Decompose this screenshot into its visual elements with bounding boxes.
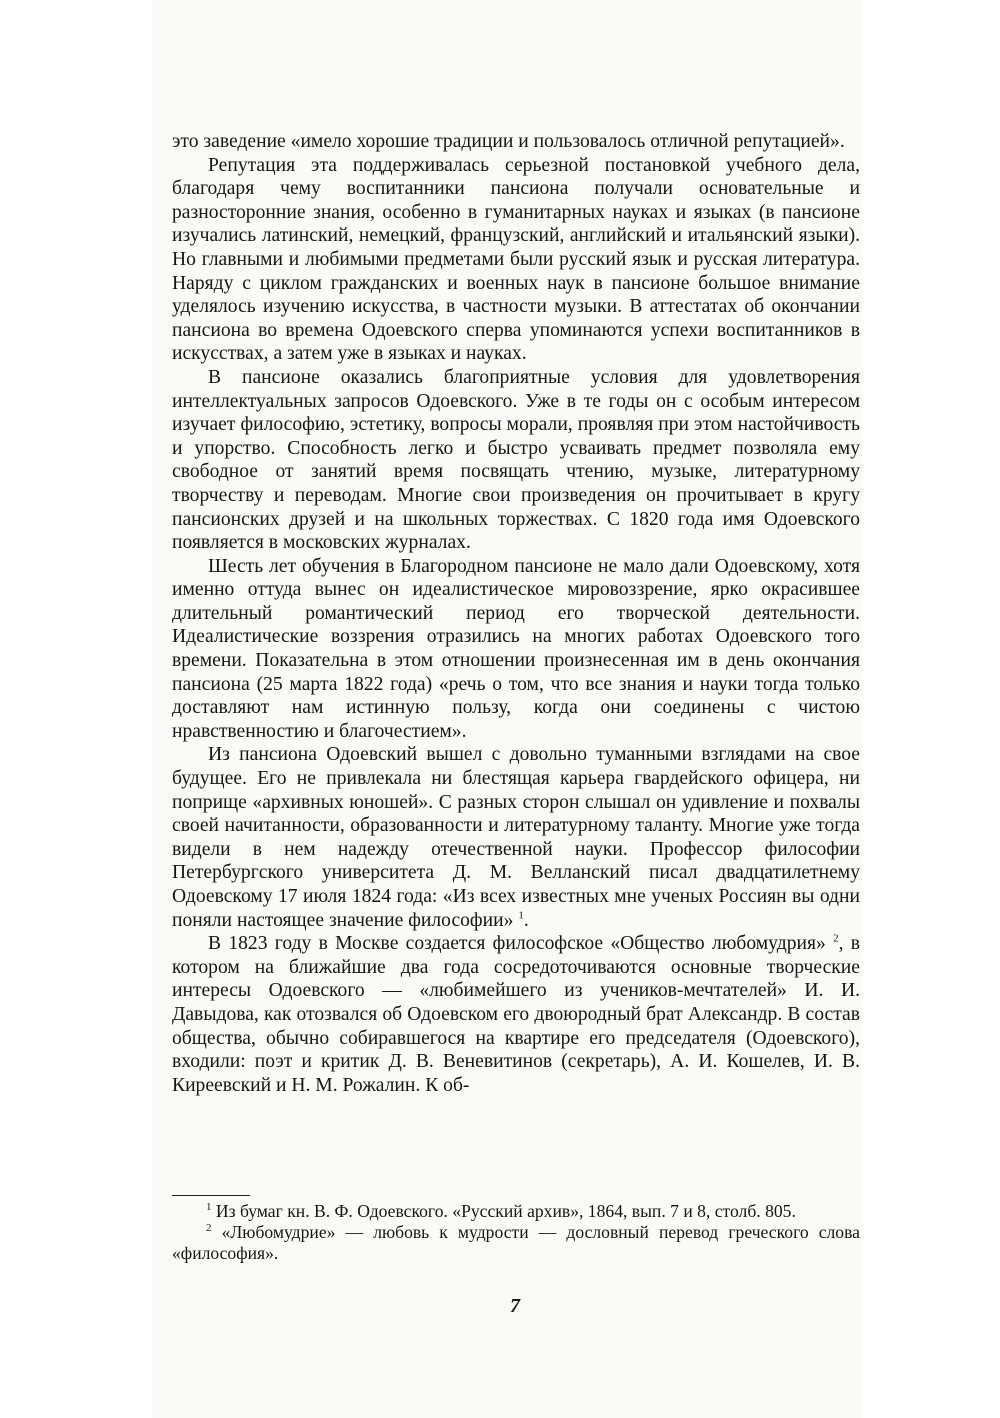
footnote-divider — [172, 1195, 250, 1196]
paragraph-6 — [172, 932, 860, 1097]
paragraph-5-text: Из пансиона Одоевский вышел с довольно туманными взглядами на свое будущее. Его не привлекала ни блестящая карьера гвардейского офицера, ни поприще «архивных юношей». С разных сторон слышал он удивление и похвалы своей начитанности, образованности и литературному таланту. Многие уже тогда видели в нем надежду отечественной науки. Профессор философии Петербургского университета Д. М. Велланский писал двадцатилетнему Одоевскому 17 июля 1824 года: «Из всех известных мне ученых Россиян вы одни поняли настоящее значение философии» — [172, 744, 860, 931]
footnote-ref-1: 1 — [518, 909, 524, 922]
paragraph-5: Из пансиона Одоевский вышел с довольно туманными взглядами на свое будущее. Его не привлекала ни блестящая карьера гвардейского офицера, ни поприще «архивных юношей». С разных сторон слышал он удивление и похвалы своей начитанности, образованности и литературному таланту. Многие уже тогда видели в нем надежду отечественной науки. Профессор философии Петербургского университета Д. М. Велланский писал двадцатилетнему Одоевскому 17 июля 1824 года: «Из всех известных мне ученых Россиян вы одни поняли настоящее значение философии» $^1$. — [172, 744, 860, 931]
page-number: 7 — [510, 1295, 520, 1317]
paragraph-6-text-b: , в котором на ближайшие два года сосредоточиваются основные творческие интересы Одоевского — «любимейшего из учеников-мечтателей» И. И. Давыдова, как отозвался об Одоевском его двоюродный брат Александр. В состав общества, обычно собиравшегося на квартире его председателя (Одоевского), входили: поэт и критик Д. В. Веневитинов (секретарь), А. И. Кошелев, И. В. Киреевский и Н. М. Рожалин. К об- — [172, 933, 860, 1096]
paragraph-6-text-a: В 1823 году в Москве создается философское «Общество любомудрия» — [208, 933, 826, 955]
body-text — [172, 130, 860, 1097]
footnote-2-mark: 2 — [206, 1222, 212, 1235]
footnote-2 — [172, 1222, 860, 1264]
paragraph-1: это заведение «имело хорошие традиции и пользовалось отличной репутацией». — [172, 131, 845, 152]
footnote-2-text: «Любомудрие» — любовь к мудрости — дословный перевод греческого слова «философия». — [172, 1222, 860, 1263]
footnote-ref-2: 2 — [833, 932, 839, 945]
footnotes — [172, 1201, 860, 1264]
paragraph-3: В пансионе оказались благоприятные условия для удовлетворения интеллектуальных запросов Одоевского. Уже в те годы он с особым интересом изучает философию, эстетику, вопросы морали, проявляя при этом настойчивость и упорство. Способность легко и быстро усваивать предмет позволяла ему свободное от занятий время посвящать чтению, музыке, литературному творчеству и переводам. Многие свои произведения он прочитывает в кругу пансионских друзей и на школьных торжествах. С 1820 года имя Одоевского появляется в московских журналах. — [172, 366, 860, 554]
footnote-1-text: Из бумаг кн. В. Ф. Одоевского. «Русский архив», 1864, вып. 7 и 8, столб. 805. — [211, 1201, 796, 1221]
footnote-1-mark: 1 — [206, 1201, 212, 1214]
footnote-1 — [172, 1201, 860, 1222]
paragraph-2: Репутация эта поддерживалась серьезной постановкой учебного дела, благодаря чему воспитанники пансиона получали основательные и разносторонние знания, особенно в гуманитарных науках и языках (в пансионе изучались латинский, немецкий, французский, английский и итальянский языки). Но главными и любимыми предметами были русский язык и русская литература. Наряду с циклом гражданских и военных наук в пансионе большое внимание уделялось изучению искусства, в частности музыки. В аттестатах об окончании пансиона во времена Одоевского сперва упоминаются успехи воспитанников в искусствах, а затем уже в языках и науках. — [172, 154, 860, 365]
paragraph-4: Шесть лет обучения в Благородном пансионе не мало дали Одоевскому, хотя именно оттуда вынес он идеалистическое мировоззрение, ярко окрасившее длительный романтический период его творческой деятельности. Идеалистические воззрения отразились на многих работах Одоевского того времени. Показательна в этом отношении произнесенная им в день окончания пансиона (25 марта 1822 года) «речь о том, что все знания и науки тогда только доставляют нам истинную пользу, когда они соединены с чистою нравственностию и благочестием». — [172, 555, 860, 742]
